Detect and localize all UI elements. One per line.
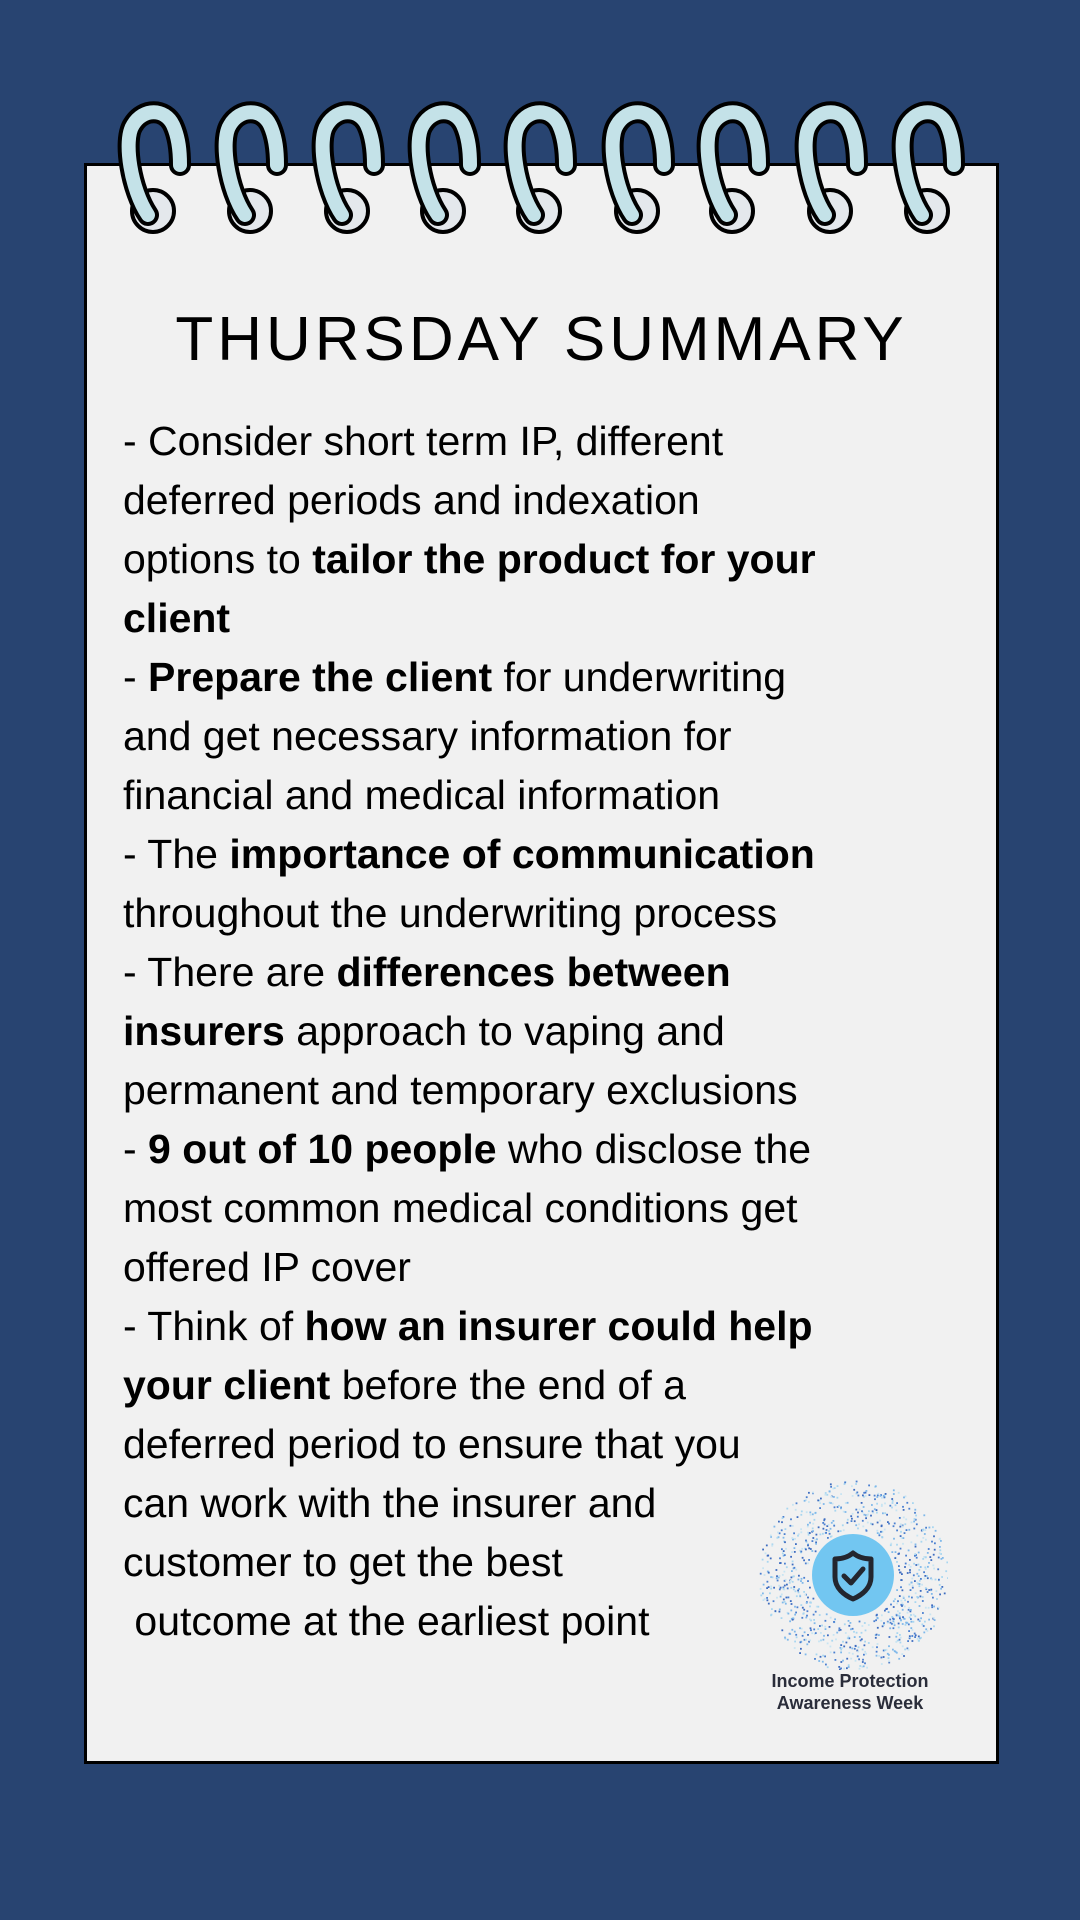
text: who disclose the (496, 1126, 812, 1172)
summary-line (123, 1592, 816, 1651)
text: - There are (123, 949, 337, 995)
summary-line (123, 1533, 816, 1592)
text: outcome at the earliest point (123, 1598, 650, 1644)
income-protection-logo (758, 1480, 948, 1670)
text: and get necessary information for (123, 713, 732, 759)
summary-line (123, 648, 816, 707)
text: for underwriting (492, 654, 787, 700)
summary-line (123, 1356, 816, 1415)
summary-line (123, 1061, 816, 1120)
summary-line (123, 884, 816, 943)
text: throughout the underwriting process (123, 890, 778, 936)
text: - The (123, 831, 230, 877)
bold-text: differences between (336, 949, 731, 995)
summary-line (123, 1238, 816, 1297)
logo-line-1: Income Protection (771, 1671, 929, 1691)
bold-text: insurers (123, 1008, 285, 1054)
text: - Consider short term IP, different (123, 418, 724, 464)
text: - Think of (123, 1303, 305, 1349)
bold-text: how an insurer could help (304, 1303, 813, 1349)
summary-line (123, 1297, 816, 1356)
text: offered IP cover (123, 1244, 411, 1290)
summary-line (123, 530, 816, 589)
summary-line (123, 471, 816, 530)
summary-text (123, 412, 816, 1651)
text: approach to vaping and (284, 1008, 725, 1054)
text: - (123, 1126, 149, 1172)
summary-line (123, 1120, 816, 1179)
bold-text: Prepare the client (148, 654, 493, 700)
text: before the end of a (330, 1362, 686, 1408)
summary-line (123, 825, 816, 884)
summary-line (123, 943, 816, 1002)
text: deferred periods and indexation (123, 477, 700, 523)
logo-text (740, 1670, 960, 1714)
summary-line (123, 766, 816, 825)
logo-line-2: Awareness Week (776, 1693, 924, 1713)
summary-line (123, 1179, 816, 1238)
text: can work with the insurer and (123, 1480, 657, 1526)
summary-line (123, 1474, 816, 1533)
text: financial and medical information (123, 772, 721, 818)
text: options to (123, 536, 313, 582)
logo-circle (812, 1534, 894, 1616)
bold-text: tailor the product for your (312, 536, 816, 582)
bold-text: your client (123, 1362, 331, 1408)
bold-text: client (123, 595, 231, 641)
bold-text: importance of communication (229, 831, 815, 877)
text: deferred period to ensure that you (123, 1421, 741, 1467)
summary-line (123, 707, 816, 766)
page-title: THURSDAY SUMMARY (175, 305, 908, 374)
bold-text: 9 out of 10 people (148, 1126, 497, 1172)
text: - (123, 654, 149, 700)
text: most common medical conditions get (123, 1185, 798, 1231)
text: customer to get the best (123, 1539, 563, 1585)
summary-line (123, 1415, 816, 1474)
text: permanent and temporary exclusions (123, 1067, 798, 1113)
summary-line (123, 1002, 816, 1061)
summary-line (123, 589, 816, 648)
summary-line (123, 412, 816, 471)
